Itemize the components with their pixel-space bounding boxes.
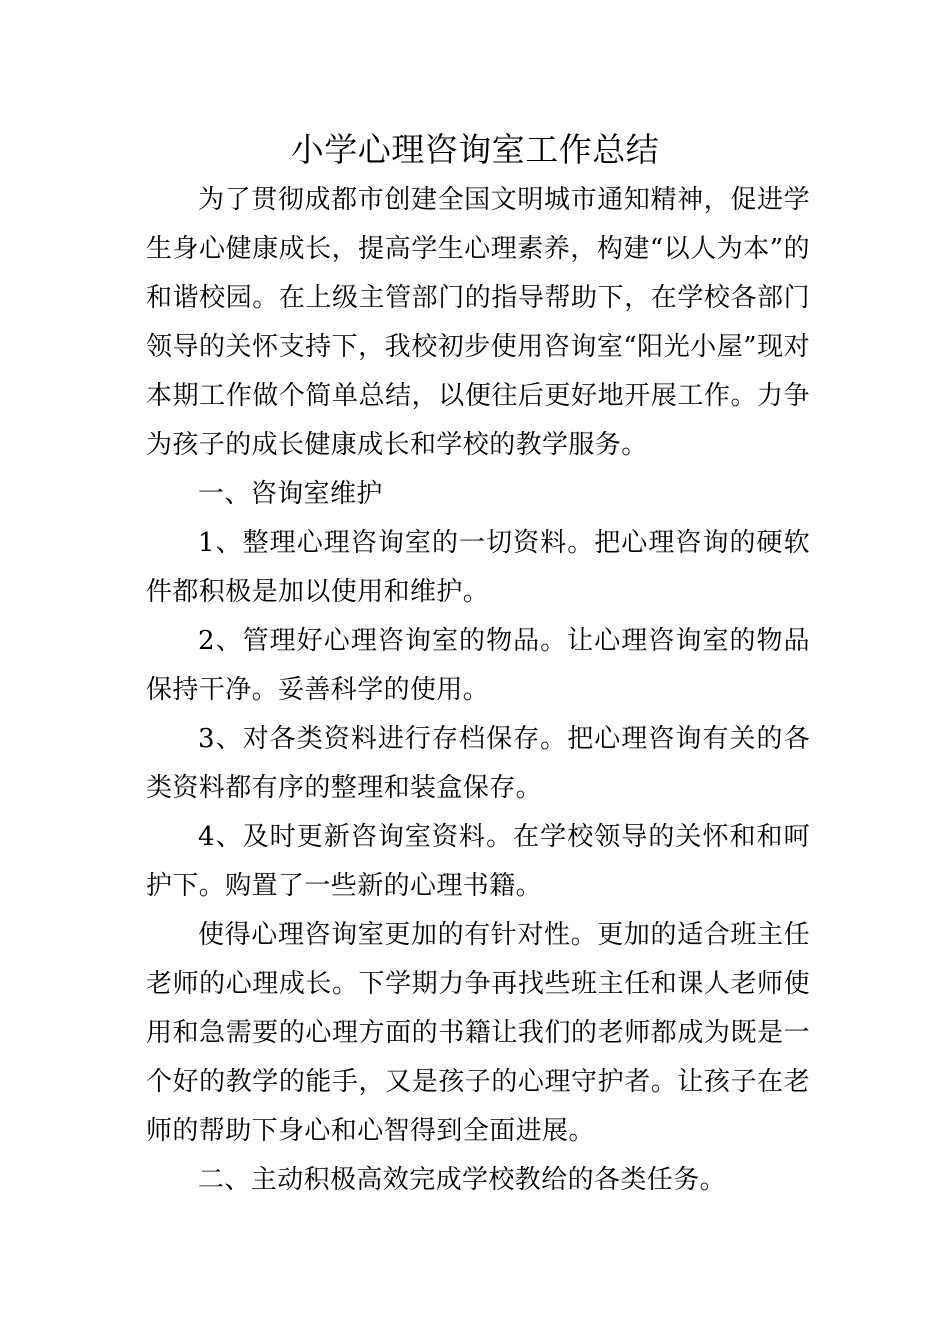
section-heading-1: 一、咨询室维护 <box>198 479 383 509</box>
section-heading-2: 二、主动积极高效完成学校教给的各类任务。 <box>198 1165 727 1195</box>
document-body <box>146 176 810 1205</box>
paragraph-continuation: 使得心理咨询室更加的有针对性。更加的适合班主任老师的心理成长。下学期力争再找些班主任和课人老师使用和急需要的心理方面的书籍让我们的老师都成为既是一个好的教学的能手，又是孩子的心理守护者。让孩子在老师的帮助下身心和心智得到全面进展。 <box>146 920 810 1146</box>
list-item-2: 2、管理好心理咨询室的物品。让心理咨询室的物品保持干净。妥善科学的使用。 <box>146 626 810 705</box>
paragraph-intro: 为了贯彻成都市创建全国文明城市通知精神，促进学生身心健康成长，提高学生心理素养，构建“以人为本”的和谐校园。在上级主管部门的指导帮助下，在学校各部门领导的关怀支持下，我校初步使用咨询室“阳光小屋”现对本期工作做个简单总结，以便往后更好地开展工作。力争为孩子的成长健康成长和学校的教学服务。 <box>146 185 810 460</box>
list-item-1: 1、整理心理咨询室的一切资料。把心理咨询的硬软件都积极是加以使用和维护。 <box>146 528 810 607</box>
list-item-4: 4、及时更新咨询室资料。在学校领导的关怀和和呵护下。购置了一些新的心理书籍。 <box>146 822 810 901</box>
list-item-3: 3、对各类资料进行存档保存。把心理咨询有关的各类资料都有序的整理和装盒保存。 <box>146 724 810 803</box>
document-title: 小学心理咨询室工作总结 <box>290 130 660 169</box>
